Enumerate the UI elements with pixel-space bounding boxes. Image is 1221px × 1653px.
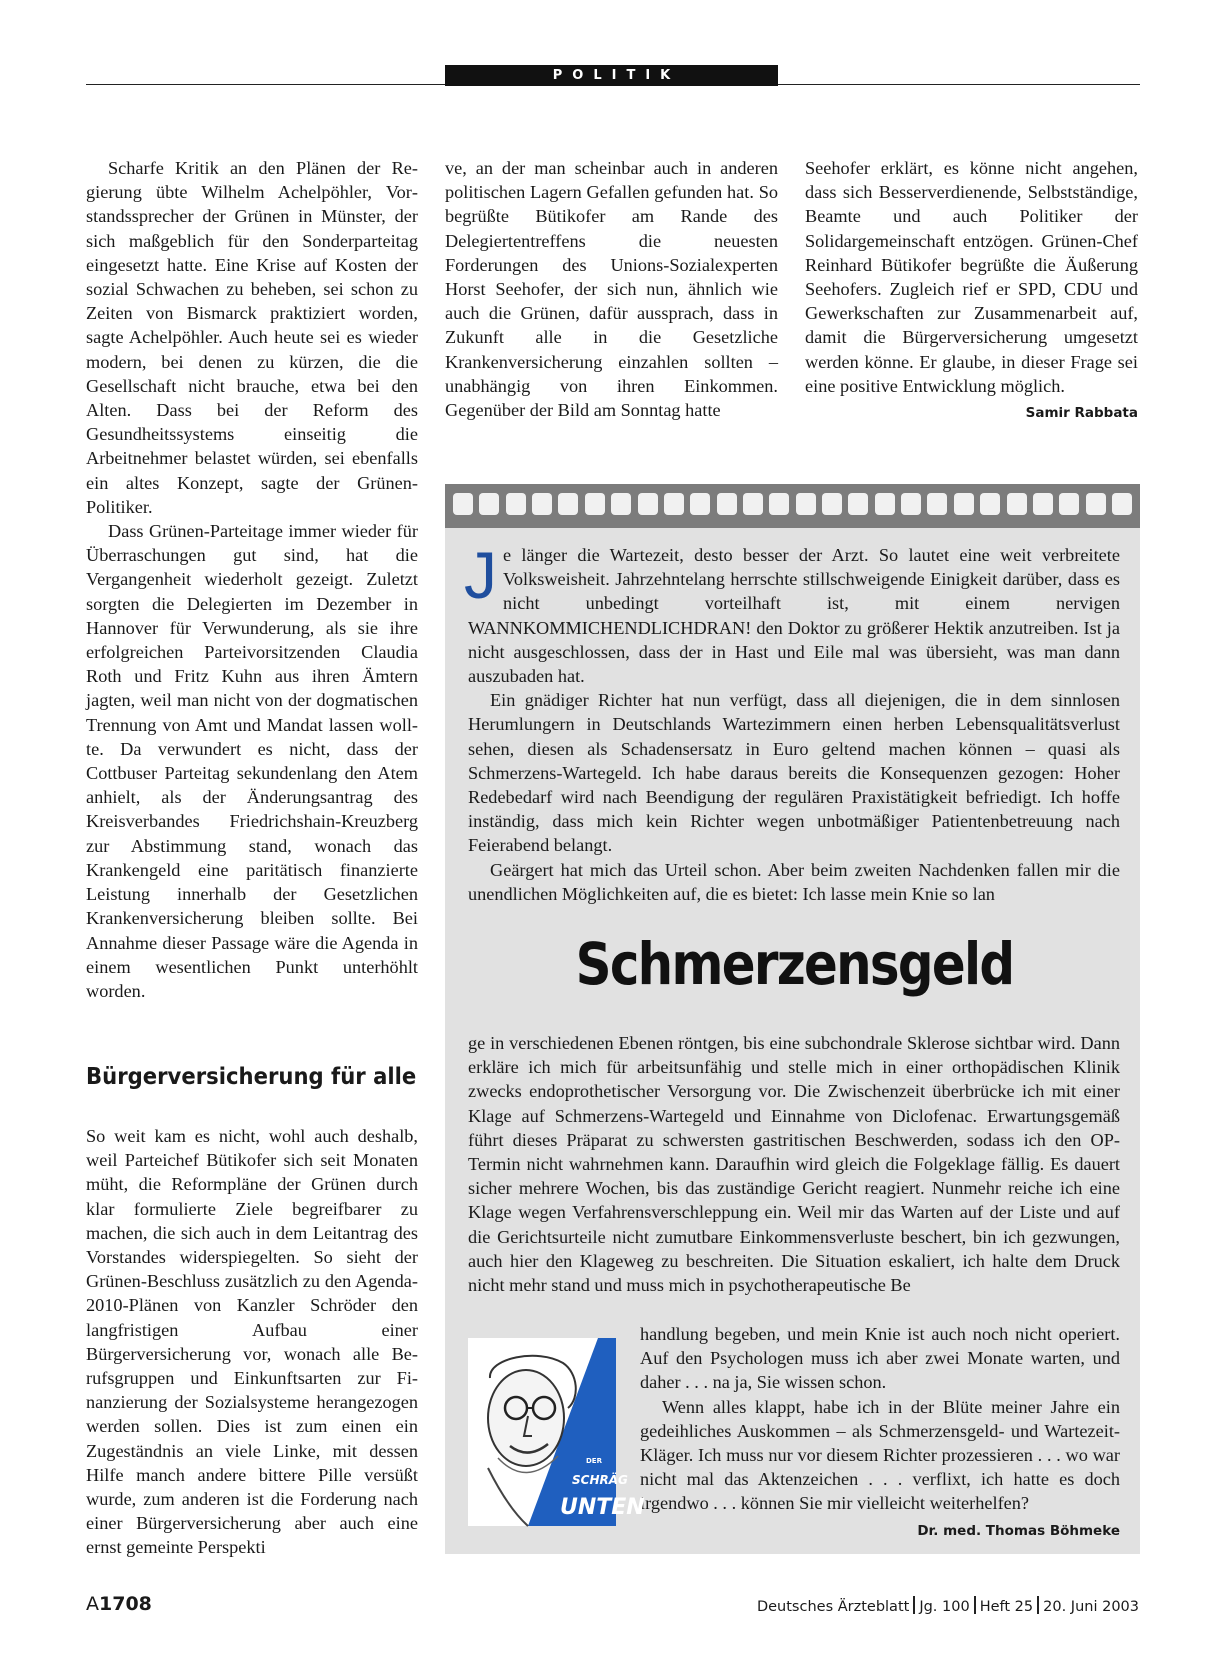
paragraph: Scharfe Kritik an den Plänen der Regierung übte Wilhelm Achelpöhler, Vorstandssprecher der Grünen in Münster, der sich maßgeblich für den Sonderparteitag eingesetzt hatte. Eine Krise auf Kosten der sozial Schwachen zu beheben, sei schon zu Zeiten von Bismarck praktiziert worden, sagte Achelpöhler. Auch heute sei es wieder modern, bei denen zu kürzen, die die Gesellschaft nicht brauche, etwa bei den Alten. Dass bei der Reform des Gesundheitssystems einseitig die Arbeitnehmer belastet würden, sei ebenfalls ein altes Konzept, sagte der Grünen-Politiker. [86,158,418,517]
film-strip-decoration [445,484,1140,528]
article-column-2 [445,156,778,422]
paragraph: So weit kam es nicht, wohl auch deshalb, weil Parteichef Bütikofer sich seit Monaten müht, die Reformpläne der Grünen durch klar formulierte Ziele begreifbarer zu machen, die sich auch in dem Leitantrag des Vorstandes widerspiegelten. So sieht der Grünen-Beschluss zusätzlich zu den Agenda-2010-Plänen von Kanzler Schröder den langfristigen Aufbau einer Bürgerversicherung vor, wonach alle Berufsgruppen und Einkunftsarten zur Finanzierung der Sozialsysteme herangezogen werden sollen. Dies ist zum einen ein Zugeständnis an viele Linke, mit dessen Hilfe manch andere bittere Pille versüßt wurde, zum anderen ist die Forderung nach einer Bürgerversicherung aber auch eine ernst gemeinte Perspekti [86,1126,418,1558]
paragraph: ve, an der man scheinbar auch in anderen politischen Lagern Gefallen gefunden hat. So begrüßte Bütikofer am Rande des Delegiertentreffens die neuesten Forderungen des Unions-Sozialexperten Horst Seehofer, der sich nun, ähnlich wie auch die Grünen, dafür aussprach, dass in Zukunft alle in die Gesetzliche Krankenversicherung einzahlen sollten – unabhängig von ihren Einkommen. Gegenüber der Bild am Sonntag hatte [445,158,778,421]
drop-cap: J [464,538,497,612]
glosse-text-middle [468,1031,1120,1297]
glosse-headline: Schmerzensgeld [575,930,1013,998]
paragraph: Seehofer erklärt, es könne nicht angehen, dass sich Besserverdienende, Selbstständige, Beamte und auch Politiker der Solidargemeinschaft entzögen. Grünen-Chef Reinhard Bütikofer begrüßte die Äußerung Seehofers. Zugleich rief er SPD, CDU und Gewerkschaften zur Zusammenarbeit auf, damit die Bürgerversicherung umgesetzt werden könne. Er glaube, in dieser Frage sei eine positive Entwicklung möglich. Samir Rabbata [805,156,1138,398]
paragraph: handlung begeben, und mein Knie ist auch noch nicht operiert. Auf den Psychologen muss ich aber zwei Monate warten, und daher . . . na ja, Sie wissen schon. [640,1324,1120,1393]
journal-info [757,1596,1139,1615]
article-column-3 [805,156,1138,425]
glosse-text-top: Je länger die Wartezeit, desto besser der Arzt. So lautet eine weit verbreitete Volksweisheit. Jahrzehntelang herrschte stillschweigende Einigkeit darüber, dass es nicht unbedingt vorteilhaft ist, mit einem nervigen WANNKOMMICHENDLICHDRAN! den Doktor zu größerer Hektik anzutreiben. Ist ja nicht ausgeschlossen, dass der in Hast und Eile mal was übersieht, was man dann auszubaden hat. Ein gnädiger Richter hat nun verfügt, dass all diejenigen, die in dem sinnlosen Herumlungern in Deutschlands Wartezimmern einen herben Lebensqualitätsverlust sehen, diesen als Schadensersatz in Euro geltend machen können – quasi als Schmerzens-Wartegeld. Ich habe daraus bereits die Konsequenzen gezogen: Hoher Redebedarf wird nach Beendigung der regulären Praxistätigkeit befriedigt. Ich hoffe inständig, dass mich kein Richter wegen unbotmäßiger Patientenbetreuung nach Feierabend belangt. Geärgert hat mich das Urteil schon. Aber beim zweiten Nachdenken fallen mir die unendlichen Möglichkeiten auf, die es bietet: Ich lasse mein Knie so lan [468,543,1120,906]
journal-volume: Jg. 100 [919,1599,970,1615]
journal-issue: Heft 25 [979,1599,1034,1615]
paragraph: ge in verschiedenen Ebenen röntgen, bis eine subchondrale Sklerose sichtbar wird. Dann erkläre ich mich für arbeitsunfähig und stelle mich in einer orthopädischen Klinik zwecks endoprothetischer Versorgung vor. Die Zwischenzeit überbrücke ich mit einer Klage auf Schmerzens-Wartegeld und Einnahme von Diclofenac. Erwartungsgemäß führt dieses Präparat zu schwersten gastritischen Beschwerden, sodass ich den OP-Termin nicht wahrnehmen kann. Daraufhin wird gleich die Folgeklage fällig. Es dauert sicher mehrere Wochen, bis das zuständige Gericht reagiert. Nunmehr reiche ich eine Klage wegen Verfahrensverschleppung ein. Weil mir das Warten auf der Liste und auf die Gerichtsurteile nicht zumutbare Einkommensverluste beschert, bin ich gezwungen, auch hier den Klageweg zu beschreiten. Die Situation eskaliert, ich halte dem Druck nicht mehr stand und muss mich in psychotherapeutische Be [468,1033,1120,1296]
paragraph: Dass Grünen-Parteitage immer wieder für Überraschungen gut sind, hat die Vergangenheit wiederholt gezeigt. Zuletzt sorgten die Delegierten im Dezember in Hannover für Verwunderung, als sie ihre erfolgreichen Parteivorsitzenden Claudia Roth und Fritz Kuhn aus ihren Ämtern jagten, weil man nicht von der dogmatischen Trennung von Amt und Mandat lassen wollte. Da verwundert es nicht, dass der Cottbuser Parteitag sekundenlang den Atem anhielt, als der Änderungsantrag des Kreisverbandes Friedrichshain-Kreuzberg zur Abstimmung stand, wonach das Krankengeld eine paritätisch finanzierte Leistung innerhalb der Gesetzlichen Krankenversicherung bleiben sollte. Bei Annahme dieser Passage wäre die Agenda in einem wesentlichen Punkt unterhöhlt worden. [86,521,418,1001]
paragraph: Geärgert hat mich das Urteil schon. Aber beim zweiten Nachdenken fallen mir die unendlichen Möglichkeiten auf, die es bietet: Ich lasse mein Knie so lan [468,859,1120,904]
page-number: A1708 [86,1593,152,1615]
logo-big-text: UNTEN [560,1495,645,1520]
logo-small-text: DER [586,1457,602,1465]
paragraph: Wenn alles klappt, habe ich in der Blüte meiner Jahre ein gedeihliches Auskommen – als Schmerzensgeld- und Wartezeit-Kläger. Ich muss nur vor diesem Richter prozessieren . . . wo war nicht mal das Aktenzeichen . . . verflixt, ich hatte es doch irgendwo . . . können Sie mir vielleicht weiterhelfen? Dr. med. Thomas Böhmeke [640,1395,1120,1516]
caricature-logo-image [468,1338,645,1526]
article-author: Samir Rabbata [1025,405,1138,422]
paragraph: Ein gnädiger Richter hat nun verfügt, dass all diejenigen, die in dem sinnlosen Herumlungern in Deutschlands Wartezimmern einen herben Lebensqualitätsverlust sehen, diesen als Schadensersatz in Euro geltend machen können – quasi als Schmerzens-Wartegeld. Ich habe daraus bereits die Konsequenzen gezogen: Hoher Redebedarf wird nach Beendigung der regulären Praxistätigkeit befriedigt. Ich hoffe inständig, dass mich kein Richter wegen unbotmäßiger Patientenbetreuung nach Feierabend belangt. [468,690,1120,856]
journal-name: Deutsches Ärzteblatt [756,1599,910,1615]
subheading: Bürgerversicherung für alle [86,1064,417,1090]
article-column-1-continued [86,1124,418,1560]
article-column-1 [86,156,418,1003]
logo-mid-text: SCHRÄG [572,1473,628,1487]
journal-date: 20. Juni 2003 [1043,1599,1139,1615]
glosse-author: Dr. med. Thomas Böhmeke [917,1522,1120,1539]
section-label: POLITIK [445,65,778,86]
glosse-text-bottom [640,1322,1120,1543]
